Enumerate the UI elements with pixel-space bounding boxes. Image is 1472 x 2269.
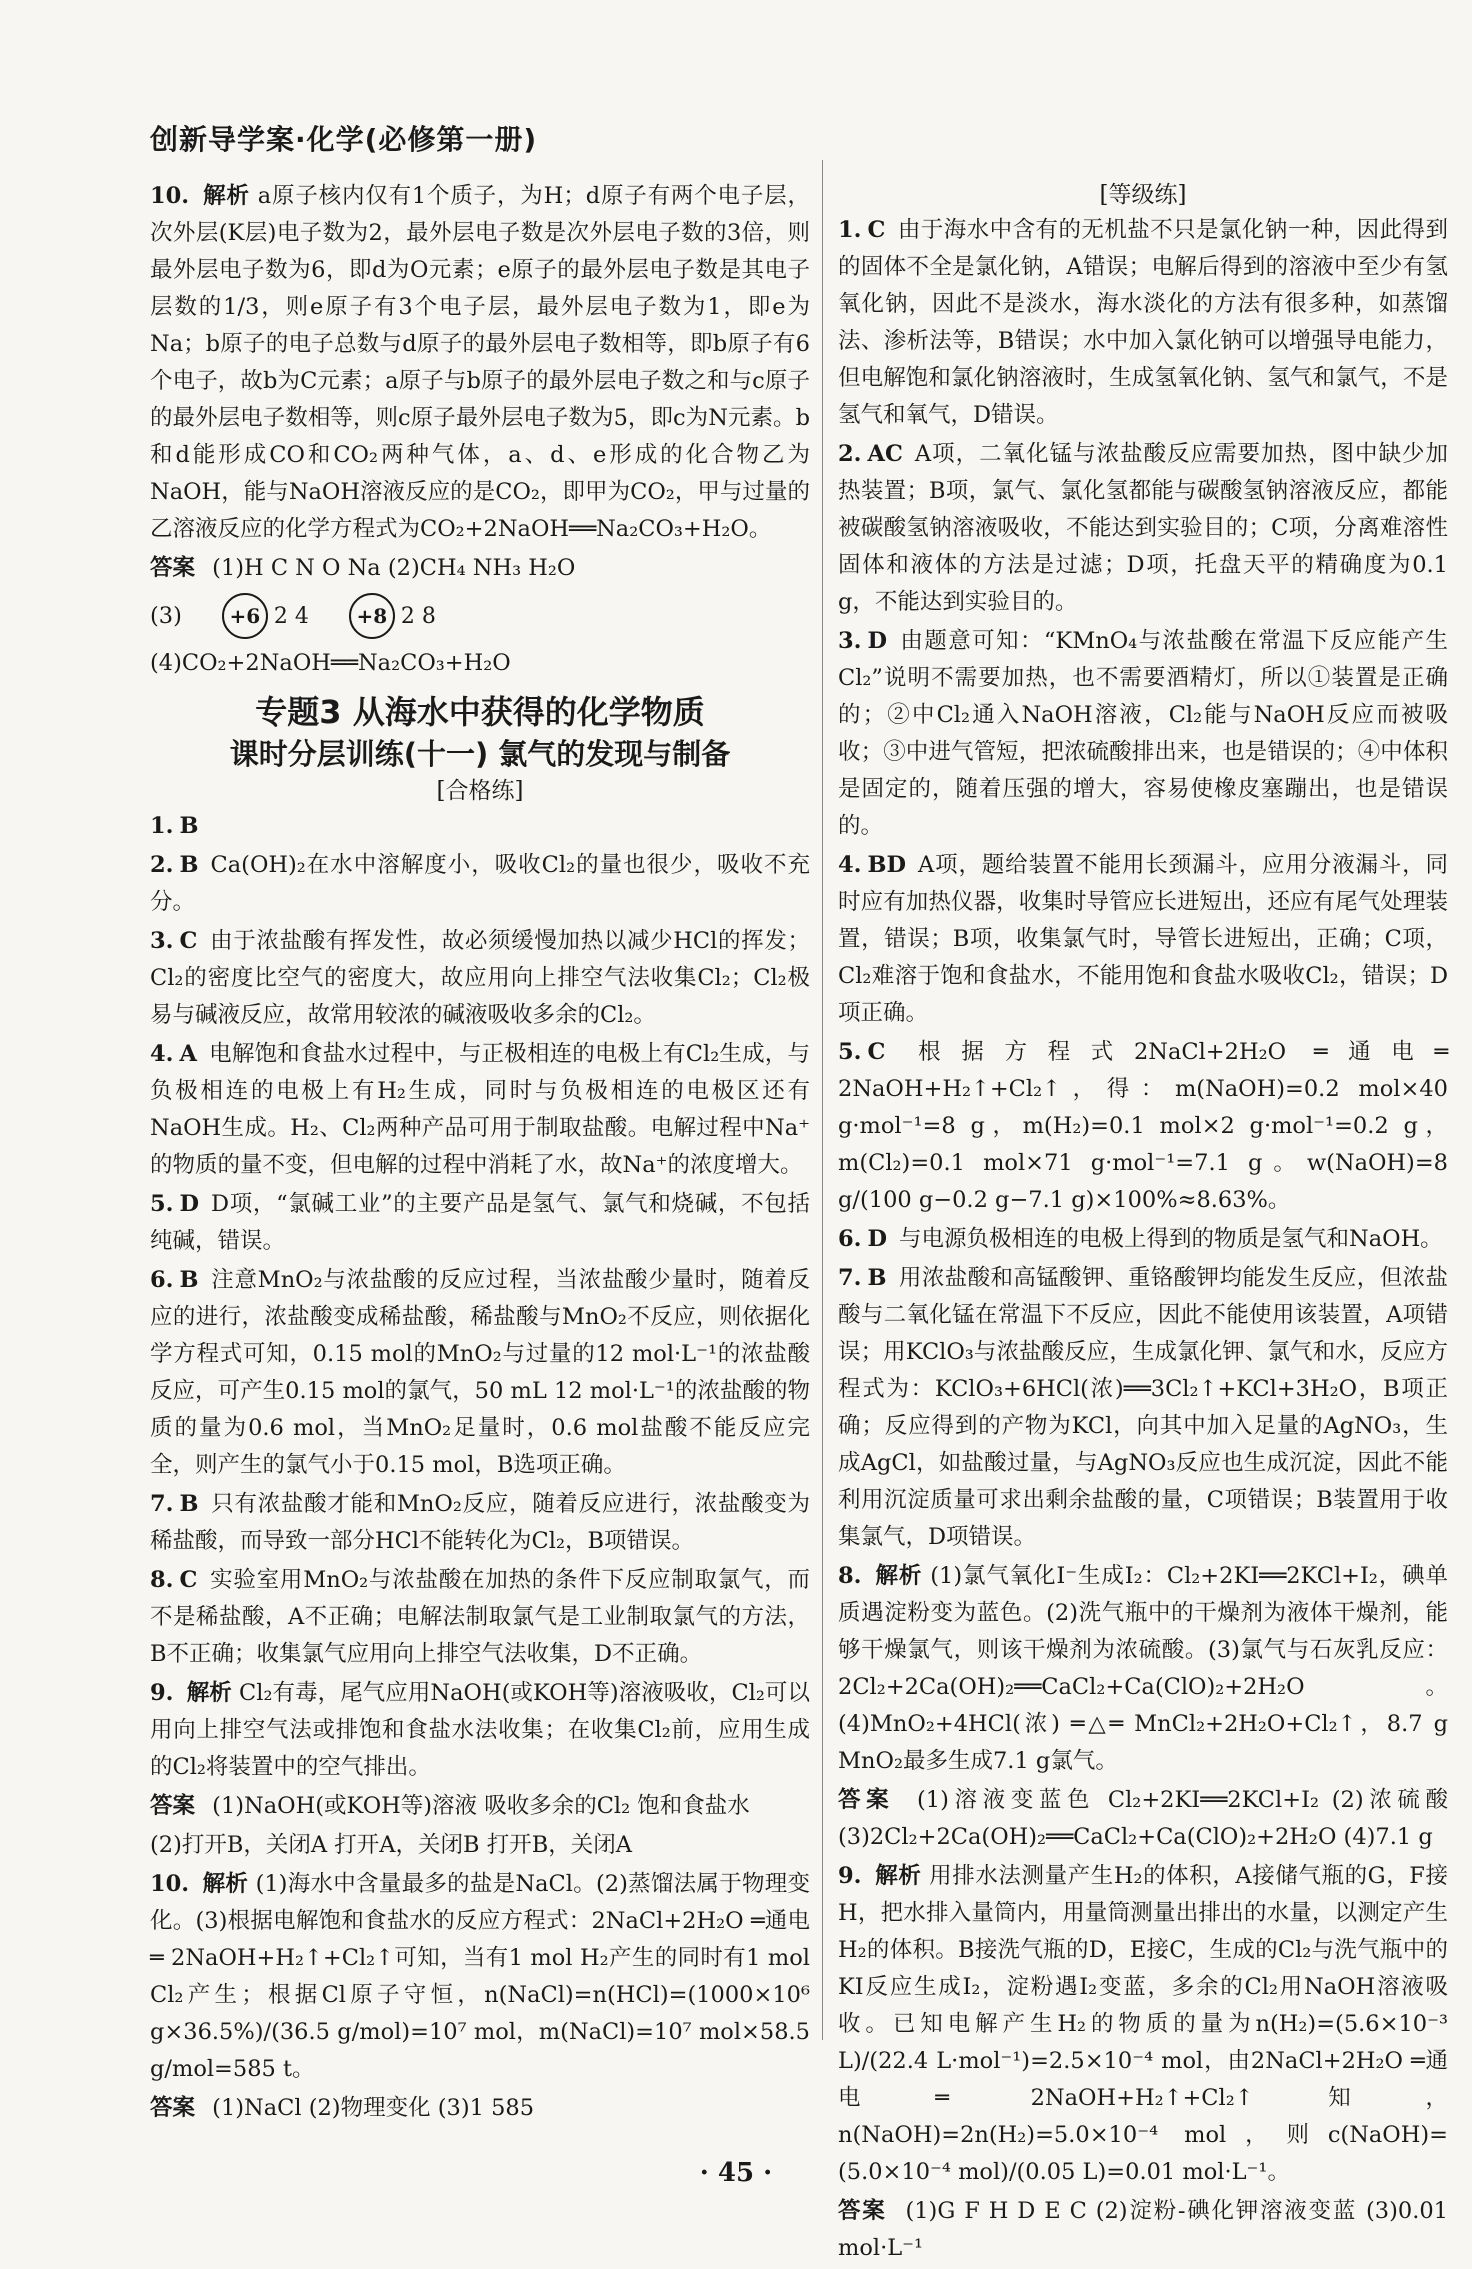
question-item (150, 808, 810, 845)
question-item (150, 1486, 810, 1560)
item-answer: B (179, 852, 199, 878)
item-number: 7. (150, 1491, 174, 1517)
item-number: 8. (838, 1563, 862, 1589)
item-number: 7. (838, 1265, 862, 1291)
item-text: 由于海水中含有的无机盐不只是氯化钠一种，因此得到的固体不全是氯化钠，A错误；电解后得到的溶液中至少有氢氧化钠，因此不是淡水，海水淡化的方法有很多种，如蒸馏法、渗析法等，B错误；水中加入氯化钠可以增强导电能力，但电解饱和氯化钠溶液时，生成氢氧化钠、氢气和氯气，不是氢气和氧气，D错误。 (838, 217, 1448, 428)
oxygen-atom-diagram (349, 593, 436, 639)
analysis-text: (1)海水中含量最多的盐是NaCl。(2)蒸馏法属于物理变化。(3)根据电解饱和食盐水的反应方程式：2NaCl+2H₂O ═通电═ 2NaOH+H₂↑+Cl₂↑可知，当有1 mol H₂产生的同时有1 mol Cl₂产生；根据Cl原子守恒，n(NaCl)=n(HCl)=(1000×10⁶ g×36.5%)/(36.5 g/mol)=10⁷ mol，m(NaCl)=10⁷ mol×58.5 g/mol=585 t。 (150, 1871, 811, 2082)
item-number: 3. (838, 628, 862, 654)
question-10 (150, 1866, 810, 2088)
item-text: Ca(OH)₂在水中溶解度小，吸收Cl₂的量也很少，吸收不充分。 (150, 852, 810, 915)
answer-text: (1)NaOH(或KOH等)溶液 吸收多余的Cl₂ 饱和食盐水 (212, 1793, 750, 1819)
answer-tag: 答案 (150, 1793, 196, 1819)
section-advanced-tag: [等级练] (1099, 182, 1187, 208)
item-answer: C (867, 1039, 886, 1065)
question-item (150, 1262, 810, 1484)
answer-tag: 答案 (150, 555, 196, 581)
item-answer: C (867, 217, 886, 243)
question-item (150, 923, 810, 1034)
answer-tag: 答案 (838, 1787, 895, 1813)
item-answer: BD (867, 852, 907, 878)
item-answer: AC (867, 441, 903, 467)
atom-nucleus: +6 (222, 593, 268, 639)
answer-text: (1)H C N O Na (2)CH₄ NH₃ H₂O (212, 555, 576, 581)
question-item (838, 847, 1448, 1032)
item-answer: B (179, 1267, 199, 1293)
answer-line (150, 550, 810, 587)
electron-shells: 2 4 (273, 603, 309, 629)
item-answer: D (867, 628, 888, 654)
question-9 (150, 1675, 810, 1786)
item-number: 6. (150, 1267, 174, 1293)
answer-line (150, 2090, 810, 2127)
item-answer: A (179, 1041, 197, 1067)
question-10-previous (150, 178, 810, 548)
item-number: 4. (150, 1041, 174, 1067)
item-text: 由题意可知：“KMnO₄与浓盐酸在常温下反应能产生Cl₂”说明不需要加热，也不需要酒精灯，所以①装置是正确的；②中Cl₂通入NaOH溶液，Cl₂能与NaOH反应而被吸收；③中进气管短，把浓硫酸排出来，也是错误的；④中体积是固定的，随着压强的增大，容易使橡皮塞蹦出，也是错误的。 (838, 628, 1448, 839)
electron-shells: 2 8 (400, 603, 436, 629)
right-column (838, 178, 1448, 2269)
question-item (150, 1186, 810, 1260)
item-number: 10. (150, 1871, 190, 1897)
item-number: 1. (838, 217, 862, 243)
item-text: 电解饱和食盐水过程中，与正极相连的电极上有Cl₂生成，与负极相连的电极上有H₂生成，同时与负极相连的电极区还有NaOH生成。H₂、Cl₂两种产品可用于制取盐酸。电解过程中Na⁺的物质的量不变，但电解的过程中消耗了水，故Na⁺的浓度增大。 (150, 1041, 810, 1178)
answer-3-label: (3) (150, 602, 182, 629)
answer-text: (1)NaCl (2)物理变化 (3)1 585 (212, 2095, 535, 2121)
question-item (838, 436, 1448, 621)
item-text: 用浓盐酸和高锰酸钾、重铬酸钾均能发生反应，但浓盐酸与二氧化锰在常温下不反应，因此不能使用该装置，A项错误；用KClO₃与浓盐酸反应，生成氯化钾、氯气和水，反应方程式为：KClO₃+6HCl(浓)══3Cl₂↑+KCl+3H₂O，B项正确；反应得到的产物为KCl，向其中加入足量的AgNO₃，生成AgCl，如盐酸过量，与AgNO₃反应也生成沉淀，因此不能利用沉淀质量可求出剩余盐酸的量，C项错误；B装置用于收集氯气，D项错误。 (838, 1265, 1448, 1550)
item-text: 与电源负极相连的电极上得到的物质是氢气和NaOH。 (899, 1226, 1443, 1252)
question-item (838, 1221, 1448, 1258)
item-text: D项，“氯碱工业”的主要产品是氢气、氯气和烧碱，不包括纯碱，错误。 (150, 1191, 810, 1254)
answer-tag: 答案 (150, 2095, 196, 2121)
answer-tag: 答案 (838, 2198, 887, 2224)
question-item (150, 1562, 810, 1673)
item-number: 6. (838, 1226, 862, 1252)
item-number: 10. (150, 183, 190, 209)
column-divider (822, 160, 823, 2040)
item-answer: B (179, 813, 199, 839)
item-number: 2. (150, 852, 174, 878)
answer-text: (1)溶液变蓝色 Cl₂+2KI══2KCl+I₂ (2)浓硫酸 (3)2Cl₂+2Ca(OH)₂══CaCl₂+Ca(ClO)₂+2H₂O (4)7.1 g (838, 1787, 1448, 1850)
topic-title: 专题3 从海水中获得的化学物质 (255, 693, 705, 731)
item-answer: C (179, 928, 198, 954)
analysis-tag: 解析 (202, 1871, 249, 1897)
item-text: 只有浓盐酸才能和MnO₂反应，随着反应进行，浓盐酸变为稀盐酸，而导致一部分HCl不能转化为Cl₂，B项错误。 (150, 1491, 810, 1554)
item-answer: D (867, 1226, 888, 1252)
question-item (838, 1034, 1448, 1219)
question-item (150, 847, 810, 921)
section-basic-tag: [合格练] (436, 778, 524, 804)
analysis-tag: 解析 (875, 1863, 922, 1889)
answer-text: (1)G F H D E C (2)淀粉-碘化钾溶液变蓝 (3)0.01 mol·L⁻¹ (838, 2198, 1448, 2261)
analysis-text: 用排水法测量产生H₂的体积，A接储气瓶的G，F接H，把水排入量筒内，用量筒测量出排出的水量，以测定产生H₂的体积。B接洗气瓶的D，E接C，生成的Cl₂与洗气瓶中的KI反应生成I₂，淀粉遇I₂变蓝，多余的Cl₂用NaOH溶液吸收。已知电解产生H₂的物质的量为n(H₂)=(5.6×10⁻³ L)/(22.4 L·mol⁻¹)=2.5×10⁻⁴ mol，由2NaCl+2H₂O ═通电═ 2NaOH+H₂↑+Cl₂↑知，n(NaOH)=2n(H₂)=5.0×10⁻⁴ mol，则c(NaOH)=(5.0×10⁻⁴ mol)/(0.05 L)=0.01 mol·L⁻¹。 (838, 1863, 1448, 2185)
question-item (838, 212, 1448, 434)
lesson-title: 课时分层训练(十一) 氯气的发现与制备 (229, 737, 731, 771)
item-answer: C (179, 1567, 198, 1593)
item-answer: B (179, 1491, 199, 1517)
answer-line: (2)打开B，关闭A 打开A，关闭B 打开B，关闭A (150, 1832, 633, 1858)
analysis-text: (1)氯气氧化I⁻生成I₂：Cl₂+2KI══2KCl+I₂，碘单质遇淀粉变为蓝色。(2)洗气瓶中的干燥剂为液体干燥剂，能够干燥氯气，则该干燥剂为浓硫酸。(3)氯气与石灰乳反应：2Cl₂+2Ca(OH)₂══CaCl₂+Ca(ClO)₂+2H₂O。(4)MnO₂+4HCl(浓) ═△═ MnCl₂+2H₂O+Cl₂↑，8.7 g MnO₂最多生成7.1 g氯气。 (838, 1563, 1448, 1774)
item-number: 2. (838, 441, 862, 467)
item-number: 5. (150, 1191, 174, 1217)
item-answer: B (867, 1265, 887, 1291)
atom-nucleus: +8 (349, 593, 395, 639)
item-text: 实验室用MnO₂与浓盐酸在加热的条件下反应制取氯气，而不是稀盐酸，A不正确；电解法制取氯气是工业制取氯气的方法，B不正确；收集氯气应用向上排空气法收集，D不正确。 (150, 1567, 810, 1667)
question-8 (838, 1558, 1448, 1780)
item-number: 5. (838, 1039, 862, 1065)
analysis-text: Cl₂有毒，尾气应用NaOH(或KOH等)溶液吸收，Cl₂可以用向上排空气法或排饱和食盐水法收集；在收集Cl₂前，应用生成的Cl₂将装置中的空气排出。 (150, 1680, 810, 1780)
item-text: A项，题给装置不能用长颈漏斗，应用分液漏斗，同时应有加热仪器，收集时导管应长进短出，还应有尾气处理装置，错误；B项，收集氯气时，导管长进短出，正确；C项，Cl₂难溶于饱和食盐水，不能用饱和食盐水吸收Cl₂，错误；D项正确。 (838, 852, 1448, 1026)
carbon-atom-diagram (222, 593, 309, 639)
answer-line (838, 2193, 1448, 2267)
question-item (838, 1260, 1448, 1556)
running-head: 创新导学案·化学(必修第一册) (150, 123, 538, 156)
analysis-tag: 解析 (203, 183, 250, 209)
item-number: 3. (150, 928, 174, 954)
analysis-tag: 解析 (875, 1563, 923, 1589)
item-answer: D (179, 1191, 200, 1217)
answer-line (150, 1788, 810, 1825)
item-number: 9. (150, 1680, 174, 1706)
item-number: 9. (838, 1863, 862, 1889)
answer-line: (4)CO₂+2NaOH══Na₂CO₃+H₂O (150, 650, 511, 676)
atom-structure-diagrams (150, 593, 810, 639)
item-text: 根据方程式2NaCl+2H₂O ═通电═ 2NaOH+H₂↑+Cl₂↑，得：m(NaOH)=0.2 mol×40 g·mol⁻¹=8 g，m(H₂)=0.1 mol×2 g·mol⁻¹=0.2 g，m(Cl₂)=0.1 mol×71 g·mol⁻¹=7.1 g。w(NaOH)=8 g/(100 g−0.2 g−7.1 g)×100%≈8.63%。 (838, 1039, 1448, 1213)
analysis-text: a原子核内仅有1个质子，为H；d原子有两个电子层，次外层(K层)电子数为2，最外层电子数是次外层电子数的3倍，则最外层电子数为6，即d为O元素；e原子的最外层电子数是其电子层数的1/3，则e原子有3个电子层，最外层电子数为1，即e为Na；b原子的电子总数与d原子的最外层电子数相等，即b原子有6个电子，故b为C元素；a原子与b原子的最外层电子数之和与c原子的最外层电子数相等，则c原子最外层电子数为5，即c为N元素。b和d能形成CO和CO₂两种气体，a、d、e形成的化合物乙为NaOH，能与NaOH溶液反应的是CO₂，即甲为CO₂，甲与过量的乙溶液反应的化学方程式为CO₂+2NaOH══Na₂CO₃+H₂O。 (150, 183, 811, 542)
left-column (150, 178, 810, 2129)
question-9 (838, 1858, 1448, 2191)
answer-line (838, 1782, 1448, 1856)
item-text: A项，二氧化锰与浓盐酸反应需要加热，图中缺少加热装置；B项，氯气、氯化氢都能与碳酸氢钠溶液反应，都能被碳酸氢钠溶液吸收，不能达到实验目的；C项，分离难溶性固体和液体的方法是过滤；D项，托盘天平的精确度为0.1 g，不能达到实验目的。 (838, 441, 1448, 615)
question-item (838, 623, 1448, 845)
item-number: 4. (838, 852, 862, 878)
item-number: 8. (150, 1567, 174, 1593)
item-number: 1. (150, 813, 174, 839)
page-number: · 45 · (699, 2158, 773, 2188)
question-item (150, 1036, 810, 1184)
item-text: 注意MnO₂与浓盐酸的反应过程，当浓盐酸少量时，随着反应的进行，浓盐酸变成稀盐酸，稀盐酸与MnO₂不反应，则依据化学方程式可知，0.15 mol的MnO₂与过量的12 mol·L⁻¹的浓盐酸反应，可产生0.15 mol的氯气，50 mL 12 mol·L⁻¹的浓盐酸的物质的量为0.6 mol，当MnO₂足量时，0.6 mol盐酸不能反应完全，则产生的氯气小于0.15 mol，B选项正确。 (150, 1267, 810, 1478)
analysis-tag: 解析 (186, 1680, 232, 1706)
item-text: 由于浓盐酸有挥发性，故必须缓慢加热以减少HCl的挥发；Cl₂的密度比空气的密度大，故应用向上排空气法收集Cl₂；Cl₂极易与碱液反应，故常用较浓的碱液吸收多余的Cl₂。 (150, 928, 810, 1028)
